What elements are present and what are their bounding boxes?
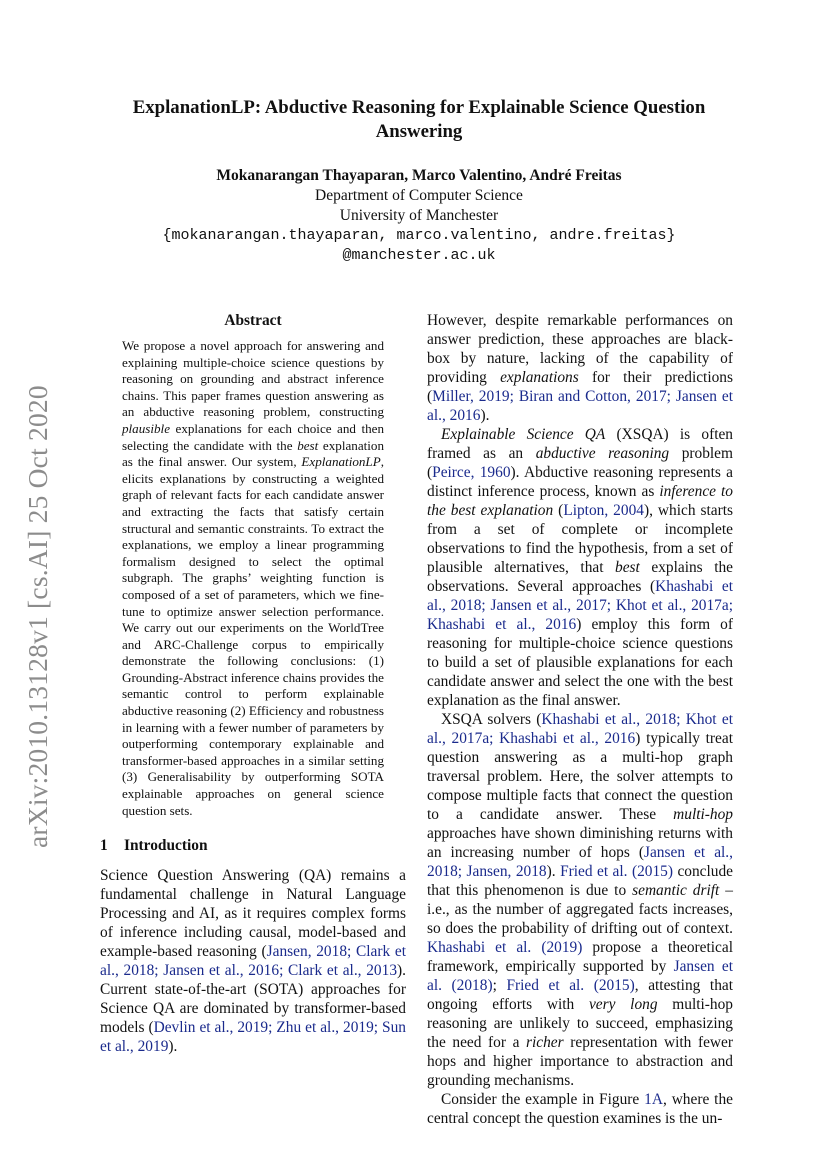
body-text: However, despite remarkable performances on answer prediction, these approaches are black-box by nature, lacking of the capability of providing: [427, 312, 733, 386]
intro-paragraph-1: [100, 866, 406, 1056]
citation-link[interactable]: Jansen, 2018; Clark et al., 2018; Jansen et al., 2016; Clark et al., 2013: [100, 943, 406, 980]
citation-link[interactable]: Khashabi et al. (2019): [427, 939, 583, 956]
emphasis-text: explanations: [500, 369, 579, 386]
body-text: ), which starts from a set of complete or incomplete observations to find the hypothesis, from a set of plausible alternatives, that: [427, 502, 733, 576]
body-text: explains the observations. Several approaches (: [427, 559, 733, 595]
body-text: ).: [168, 1038, 178, 1056]
paper-title: ExplanationLP: Abductive Reasoning for Explainable Science Question Answering: [132, 97, 706, 142]
emphasis-text: Explainable Science QA: [441, 426, 606, 443]
intro-paragraph-5: [427, 1090, 733, 1128]
section-number: 1: [100, 837, 108, 855]
body-text: – i.e., as the number of aggregated facts increases, so does the probability of drifting out of context.: [427, 882, 733, 937]
body-text: (XSQA) is often framed as an: [427, 426, 733, 462]
section-title: Introduction: [124, 837, 208, 855]
abstract-text: , elicits explanations by constructing a weighted graph of relevant facts for each candidate answer and extracting the facts that satisfy certain structural and semantic constraints. To extract the explanations, we employ a linear programming formalism designed to select the optimal subgraph. The graphs’ weighting function is composed of a set of parameters, which we fine-tune to optimize answer selection performance. We carry out our experiments on the WorldTree and ARC-Challenge corpus to empirically demonstrate the following conclusions: (1) Grounding-Abstract inference chains provides the semantic control to perform explainable abductive reasoning (2) Efficiency and robustness in learning with a fewer number of parameters by outperforming contemporary explainable and transformer-based approaches in a similar setting (3) Generalisability by outperforming SOTA explainable approaches on general science question sets.: [122, 454, 384, 818]
body-text: ;: [492, 977, 507, 994]
citation-link[interactable]: Fried et al. (2015): [506, 977, 635, 994]
abstract-emphasis: best: [297, 437, 319, 453]
body-text: representation with fewer hops and higher importance to abstraction and grounding mechanisms.: [427, 1034, 733, 1089]
affiliation-department: Department of Computer Science: [315, 187, 523, 204]
body-text: ). Current state-of-the-art (SOTA) approaches for Science QA are dominated by transformer-based models (: [100, 962, 406, 1037]
body-text: ).: [546, 863, 561, 880]
abstract-text: explanation as the final answer. Our system,: [122, 437, 385, 470]
citation-link[interactable]: Devlin et al., 2019; Zhu et al., 2019; Sun et al., 2019: [100, 1019, 406, 1056]
body-text: conclude that this phenomenon is due to: [427, 863, 734, 899]
body-text: approaches have shown diminishing returns with an increasing number of hops (: [427, 825, 733, 861]
citation-link[interactable]: Khashabi et al., 2018; Khot et al., 2017a; Khashabi et al., 2016: [427, 711, 733, 747]
emphasis-text: semantic drift: [632, 882, 720, 899]
abstract-heading: Abstract: [224, 312, 282, 329]
body-text: , attesting that ongoing efforts with: [427, 977, 733, 1013]
citation-link[interactable]: Peirce, 1960: [432, 464, 511, 481]
right-column: [427, 311, 733, 1128]
abstract-emphasis: plausible: [122, 420, 171, 436]
figure-reference-link[interactable]: 1A: [644, 1091, 663, 1108]
affiliation-university: University of Manchester: [339, 207, 499, 224]
author-email-domain: @manchester.ac.uk: [342, 247, 496, 264]
citation-link[interactable]: Lipton, 2004: [563, 502, 644, 519]
citation-link[interactable]: Jansen et al., 2018; Jansen, 2018: [427, 844, 733, 880]
left-column: [100, 311, 406, 1056]
body-text: problem (: [427, 445, 733, 481]
author-names: Mokanarangan Thayaparan, Marco Valentino, André Freitas: [216, 167, 622, 184]
emphasis-text: abductive reasoning: [535, 445, 670, 462]
body-text: Consider the example in Figure: [441, 1091, 645, 1108]
body-text: ) employ this form of reasoning for multiple-choice science questions to build a set of plausible explanations for each candidate answer and select the one with the best explanation as the final answer.: [427, 616, 733, 709]
emphasis-text: multi-hop: [673, 806, 733, 823]
body-text: for their predictions (: [427, 369, 733, 405]
body-text: XSQA solvers (: [441, 711, 542, 728]
abstract-text: explanations for each choice and then selecting the candidate with the: [122, 420, 384, 453]
body-text: (: [553, 502, 564, 519]
arxiv-identifier-stamp: arXiv:2010.13128v1 [cs.AI] 25 Oct 2020: [22, 385, 53, 848]
body-text: ) typically treat question answering as a multi-hop graph traversal problem. Here, the solver attempts to compose multiple facts that connect the question to a candidate answer. These: [427, 730, 733, 823]
citation-link[interactable]: Jansen et al. (2018): [427, 958, 733, 994]
citation-link[interactable]: Fried et al. (2015): [560, 863, 673, 880]
body-text: ).: [480, 407, 490, 424]
citation-link[interactable]: Khashabi et al., 2018; Jansen et al., 2017; Khot et al., 2017a; Khashabi et al., 2016: [427, 578, 733, 633]
author-emails: {mokanarangan.thayaparan, marco.valentino, andre.freitas}: [162, 227, 676, 244]
body-text: , where the central concept the question examines is the un-: [427, 1091, 733, 1127]
body-text: ). Abductive reasoning represents a distinct inference process, known as: [427, 464, 733, 500]
abstract-system-name: ExplanationLP: [301, 454, 381, 470]
abstract-text: We propose a novel approach for answering and explaining multiple-choice science questions by reasoning on grounding and abstract inference chains. This paper frames question answering as an abductive reasoning problem, constructing: [122, 338, 384, 420]
emphasis-text: richer: [526, 1034, 564, 1051]
section-heading-introduction: [100, 836, 406, 855]
emphasis-text: very long: [588, 996, 658, 1013]
body-text: propose a theoretical framework, empirically supported by: [427, 939, 733, 975]
emphasis-text: best: [615, 559, 640, 576]
emphasis-text: inference to the best explanation: [427, 483, 733, 519]
author-block: [90, 166, 748, 266]
intro-paragraph-3: [427, 425, 733, 710]
body-text: Science Question Answering (QA) remains a fundamental challenge in Natural Language Processing and AI, as it requires complex forms of inference including causal, model-based and example-based reasoning (: [100, 867, 406, 961]
intro-paragraph-4: [427, 710, 733, 1090]
citation-link[interactable]: Miller, 2019; Biran and Cotton, 2017; Jansen et al., 2016: [427, 388, 733, 424]
body-text: multi-hop reasoning are unlikely to succeed, emphasizing the need for a: [427, 996, 733, 1051]
intro-paragraph-2: [427, 311, 733, 425]
abstract-body: [122, 338, 384, 819]
